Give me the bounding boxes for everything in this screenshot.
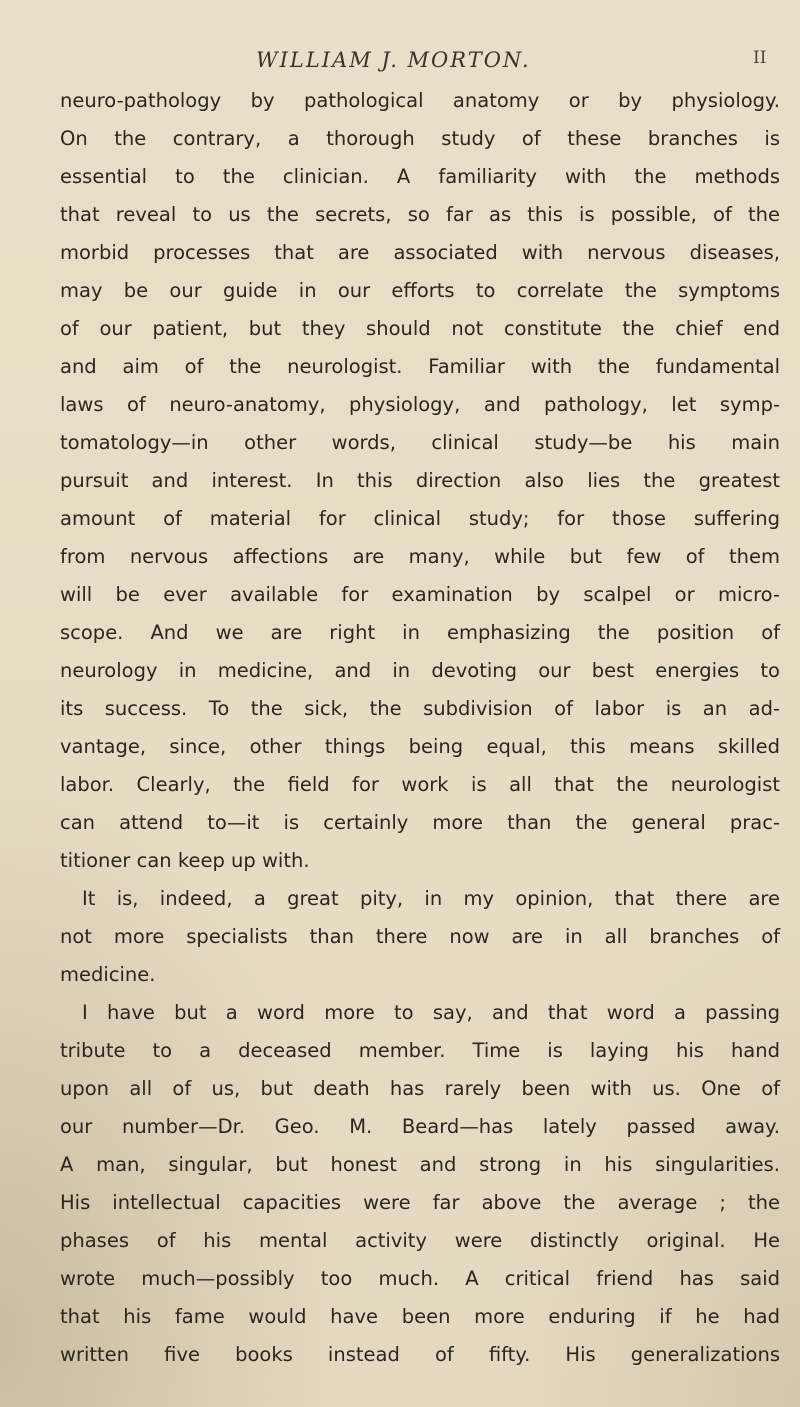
text-line: may be our guide in our efforts to correlate the symptoms — [60, 279, 780, 302]
text-line: will be ever available for examination by scalpel or micro- — [60, 583, 780, 606]
text-line: tribute to a deceased member. Time is laying his hand — [60, 1039, 780, 1062]
text-line: vantage, since, other things being equal, this means skilled — [60, 735, 780, 758]
text-line: our number—Dr. Geo. M. Beard—has lately passed away. — [60, 1115, 780, 1138]
text-line: written five books instead of fifty. His generalizations — [60, 1343, 780, 1366]
text-line: laws of neuro-anatomy, physiology, and pathology, let symp- — [60, 393, 780, 416]
text-line: from nervous affections are many, while but few of them — [60, 545, 780, 568]
text-line: phases of his mental activity were distinctly original. He — [60, 1229, 780, 1252]
text-line: medicine. — [60, 963, 156, 986]
text-line: wrote much—possibly too much. A critical friend has said — [60, 1267, 780, 1290]
text-line: not more specialists than there now are in all branches of — [60, 925, 780, 948]
text-line: neuro-pathology by pathological anatomy or by physiology. — [60, 89, 780, 112]
running-head — [0, 48, 800, 82]
text-line: of our patient, but they should not constitute the chief end — [60, 317, 780, 340]
text-line: that his fame would have been more enduring if he had — [60, 1305, 780, 1328]
page-number: II — [753, 48, 767, 68]
text-line: morbid processes that are associated with nervous diseases, — [60, 241, 780, 264]
text-line: neurology in medicine, and in devoting our best energies to — [60, 659, 780, 682]
text-line: labor. Clearly, the field for work is all that the neurologist — [60, 773, 780, 796]
text-line: pursuit and interest. In this direction also lies the greatest — [60, 469, 780, 492]
text-line: On the contrary, a thorough study of these branches is — [60, 127, 780, 150]
text-line: titioner can keep up with. — [60, 849, 310, 872]
text-line: amount of material for clinical study; for those suffering — [60, 507, 780, 530]
text-line: upon all of us, but death has rarely been with us. One of — [60, 1077, 780, 1100]
text-line: tomatology—in other words, clinical study—be his main — [60, 431, 780, 454]
text-line: and aim of the neurologist. Familiar with the fundamental — [60, 355, 780, 378]
text-line: A man, singular, but honest and strong in his singularities. — [60, 1153, 780, 1176]
text-line: His intellectual capacities were far above the average ; the — [60, 1191, 780, 1214]
body-text — [60, 82, 780, 1374]
text-line: that reveal to us the secrets, so far as this is possible, of the — [60, 203, 780, 226]
text-line: It is, indeed, a great pity, in my opinion, that there are — [82, 887, 780, 910]
text-line: I have but a word more to say, and that word a passing — [82, 1001, 780, 1024]
text-line: essential to the clinician. A familiarity with the methods — [60, 165, 780, 188]
running-head-title: WILLIAM J. MORTON. — [256, 48, 531, 72]
paragraph — [60, 994, 780, 1374]
text-line: scope. And we are right in emphasizing the position of — [60, 621, 780, 644]
text-line: its success. To the sick, the subdivision of labor is an ad- — [60, 697, 780, 720]
paragraph — [60, 880, 780, 994]
paragraph — [60, 82, 780, 880]
text-line: can attend to—it is certainly more than the general prac- — [60, 811, 780, 834]
